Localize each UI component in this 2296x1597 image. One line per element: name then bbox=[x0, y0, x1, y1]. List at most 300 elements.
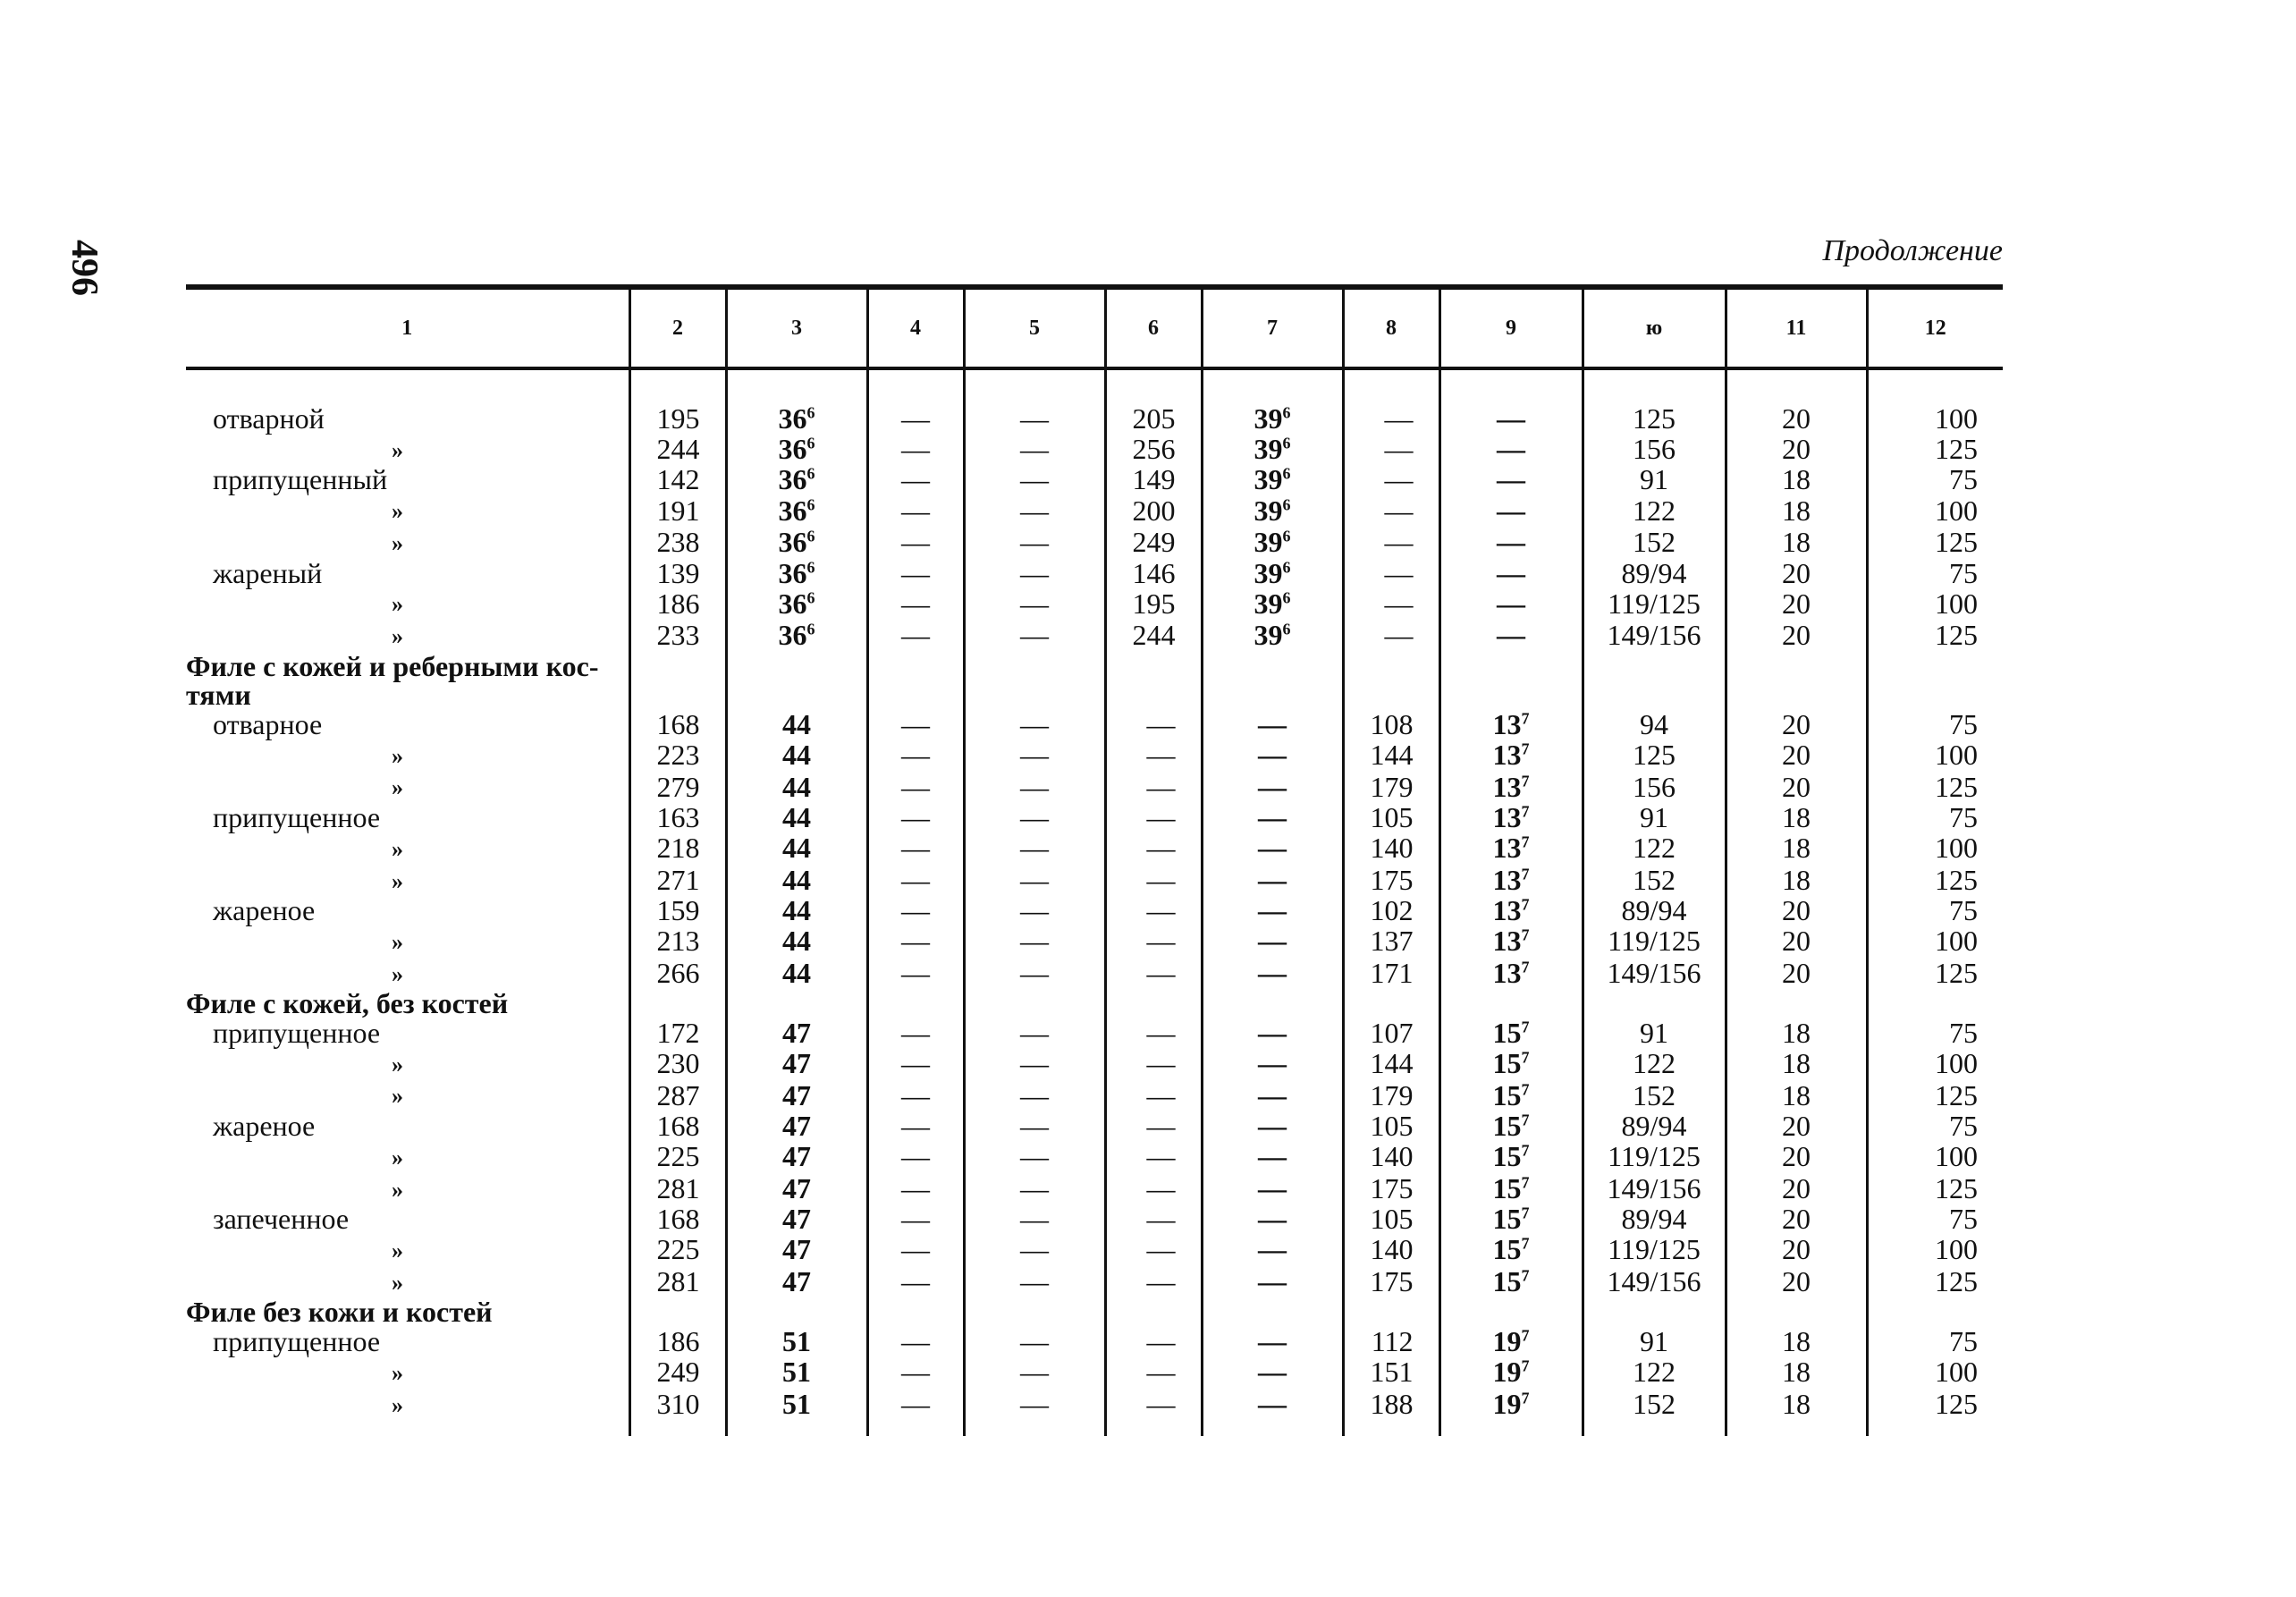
col-8-value-text: 144 bbox=[1370, 1047, 1414, 1080]
col-10-value bbox=[1583, 1173, 1726, 1205]
col-11-value bbox=[1726, 925, 1867, 958]
col-11-value-text: 20 bbox=[1782, 1233, 1811, 1266]
col-8-value-text: 140 bbox=[1370, 1140, 1414, 1173]
col-8-value bbox=[1343, 958, 1439, 990]
col-8-value bbox=[1343, 989, 1439, 1018]
col-3-value-text: 51 bbox=[782, 1325, 811, 1358]
page-number: 496 bbox=[63, 240, 105, 296]
col-12-value-text: 75 bbox=[1949, 894, 1978, 927]
col-4-value bbox=[867, 652, 964, 681]
col-3-value-superscript: 6 bbox=[806, 464, 815, 483]
col-4-value-text: — bbox=[901, 1356, 930, 1389]
col-4-value-text: — bbox=[901, 832, 930, 865]
col-2-value-text: 168 bbox=[656, 1110, 700, 1143]
col-7-value-text: 39 bbox=[1254, 494, 1283, 527]
row-name-cell bbox=[186, 527, 629, 559]
col-10-value bbox=[1583, 1266, 1726, 1298]
col-12-value-text: 125 bbox=[1935, 1265, 1978, 1298]
col-6-value bbox=[1105, 680, 1202, 710]
col-11-value bbox=[1726, 771, 1867, 803]
col-9-value-text: 15 bbox=[1492, 1172, 1522, 1205]
col-6-value-text: 200 bbox=[1132, 494, 1176, 527]
table-row bbox=[186, 803, 2003, 832]
col-9-value bbox=[1439, 771, 1583, 803]
col-6-value-text: 256 bbox=[1132, 433, 1176, 466]
col-3-value bbox=[726, 652, 867, 681]
col-8-value bbox=[1343, 1048, 1439, 1080]
spacer-cell bbox=[1105, 368, 1202, 404]
col-7-value-text: — bbox=[1258, 1388, 1287, 1420]
col-10-value-text: 119/125 bbox=[1608, 1233, 1701, 1266]
col-8-value-text: 107 bbox=[1370, 1017, 1414, 1050]
col-8-value-text: 108 bbox=[1370, 708, 1414, 741]
col-12-value bbox=[1867, 1327, 2003, 1356]
col-4-value-text: — bbox=[901, 1047, 930, 1080]
spacer-cell bbox=[1726, 368, 1867, 404]
col-10-value bbox=[1583, 1111, 1726, 1141]
col-10-value bbox=[1583, 803, 1726, 832]
col-6-value bbox=[1105, 1234, 1202, 1266]
category-name: Филе с кожей и реберными кос- bbox=[186, 649, 599, 682]
col-7-value-text: — bbox=[1258, 739, 1287, 772]
col-12-value bbox=[1867, 1389, 2003, 1437]
col-9-value bbox=[1439, 1079, 1583, 1111]
col-9-value-superscript: 7 bbox=[1521, 1018, 1530, 1036]
col-10-value-text: 91 bbox=[1640, 801, 1668, 834]
col-12-value bbox=[1867, 587, 2003, 620]
row-name-cell bbox=[186, 404, 629, 434]
col-3-value-text: 36 bbox=[778, 494, 807, 527]
col-6-value bbox=[1105, 1141, 1202, 1173]
col-7-value-text: — bbox=[1258, 1203, 1287, 1236]
col-5-value-text: — bbox=[1020, 1140, 1049, 1173]
col-6-value-text: 205 bbox=[1132, 402, 1176, 435]
col-5-value bbox=[964, 680, 1105, 710]
col-11-value-text: 20 bbox=[1782, 1203, 1811, 1236]
col-9-value bbox=[1439, 1266, 1583, 1298]
col-3-value-text: 47 bbox=[782, 1233, 811, 1266]
col-8-value bbox=[1343, 1141, 1439, 1173]
row-name-cell bbox=[186, 958, 629, 990]
col-2-value-text: 191 bbox=[656, 494, 700, 527]
col-8-value-text: — bbox=[1384, 402, 1414, 435]
col-9-value-text: — bbox=[1497, 463, 1525, 496]
col-8-value bbox=[1343, 803, 1439, 832]
col-9-value-superscript: 7 bbox=[1521, 772, 1530, 790]
col-9-value bbox=[1439, 680, 1583, 710]
row-name-cell bbox=[186, 1204, 629, 1234]
col-12-value-text: 100 bbox=[1935, 739, 1978, 772]
col-10-value bbox=[1583, 1048, 1726, 1080]
col-11-value bbox=[1726, 494, 1867, 527]
col-4-value bbox=[867, 587, 964, 620]
column-header-12: 12 bbox=[1867, 287, 2003, 368]
col-9-value bbox=[1439, 1234, 1583, 1266]
row-name-cell bbox=[186, 494, 629, 527]
col-7-value-text: 39 bbox=[1254, 526, 1283, 559]
row-name-cell bbox=[186, 556, 629, 589]
col-4-value bbox=[867, 680, 964, 710]
col-4-value-text: — bbox=[901, 1172, 930, 1205]
col-8-value-text: 137 bbox=[1370, 925, 1414, 958]
col-4-value bbox=[867, 739, 964, 772]
col-6-value bbox=[1105, 1389, 1202, 1437]
col-11-value bbox=[1726, 1266, 1867, 1298]
column-header-5: 5 bbox=[964, 287, 1105, 368]
col-9-value-text: — bbox=[1497, 526, 1525, 559]
col-8-value bbox=[1343, 434, 1439, 466]
col-7-value-text: — bbox=[1258, 1265, 1287, 1298]
col-7-value bbox=[1202, 1327, 1343, 1356]
col-11-value-text: 18 bbox=[1782, 801, 1811, 834]
col-3-value-text: 47 bbox=[782, 1017, 811, 1050]
col-3-value bbox=[726, 865, 867, 897]
table-row bbox=[186, 989, 2003, 1018]
row-name-cell bbox=[186, 1297, 629, 1327]
col-3-value-text: 44 bbox=[782, 894, 811, 927]
col-2-value bbox=[629, 1297, 726, 1327]
table-row bbox=[186, 494, 2003, 527]
col-12-value bbox=[1867, 958, 2003, 990]
col-9-value bbox=[1439, 1018, 1583, 1048]
col-9-value-text: 15 bbox=[1492, 1140, 1522, 1173]
col-9-value bbox=[1439, 620, 1583, 652]
col-12-value bbox=[1867, 1173, 2003, 1205]
col-10-value bbox=[1583, 404, 1726, 434]
col-3-value-text: 44 bbox=[782, 801, 811, 834]
col-4-value-text: — bbox=[901, 1140, 930, 1173]
col-4-value bbox=[867, 1266, 964, 1298]
col-4-value bbox=[867, 1141, 964, 1173]
col-11-value-text: 20 bbox=[1782, 770, 1811, 803]
col-7-value-text: — bbox=[1258, 1356, 1287, 1389]
col-6-value bbox=[1105, 896, 1202, 925]
col-9-value bbox=[1439, 465, 1583, 494]
col-11-value bbox=[1726, 1173, 1867, 1205]
col-6-value bbox=[1105, 958, 1202, 990]
col-3-value bbox=[726, 1079, 867, 1111]
col-5-value bbox=[964, 1079, 1105, 1111]
col-3-value bbox=[726, 1173, 867, 1205]
col-9-value-text: 13 bbox=[1492, 864, 1522, 897]
col-2-value-text: 244 bbox=[656, 433, 700, 466]
col-10-value bbox=[1583, 434, 1726, 466]
col-10-value bbox=[1583, 739, 1726, 772]
col-2-value-text: 230 bbox=[656, 1047, 700, 1080]
col-9-value bbox=[1439, 989, 1583, 1018]
col-4-value-text: — bbox=[901, 1110, 930, 1143]
table-row bbox=[186, 865, 2003, 897]
col-12-value-text: 125 bbox=[1935, 957, 1978, 990]
col-2-value bbox=[629, 1234, 726, 1266]
col-4-value bbox=[867, 1018, 964, 1048]
nutrition-table bbox=[186, 284, 2003, 1436]
col-11-value bbox=[1726, 434, 1867, 466]
col-6-value bbox=[1105, 1297, 1202, 1327]
col-6-value bbox=[1105, 465, 1202, 494]
col-9-value-superscript: 7 bbox=[1521, 709, 1530, 728]
col-8-value bbox=[1343, 620, 1439, 652]
col-4-value-text: — bbox=[901, 556, 930, 589]
col-6-value bbox=[1105, 404, 1202, 434]
col-7-value-superscript: 6 bbox=[1282, 403, 1291, 422]
col-12-value-text: 75 bbox=[1949, 463, 1978, 496]
col-4-value bbox=[867, 527, 964, 559]
col-7-value-text: — bbox=[1258, 1017, 1287, 1050]
col-6-value-text: 249 bbox=[1132, 526, 1176, 559]
table-row bbox=[186, 1356, 2003, 1389]
col-10-value-text: 122 bbox=[1633, 1047, 1676, 1080]
col-7-value-text: 39 bbox=[1254, 433, 1283, 466]
col-4-value bbox=[867, 958, 964, 990]
col-3-value bbox=[726, 803, 867, 832]
col-9-value-text: 19 bbox=[1492, 1356, 1522, 1389]
preparation-name: отварной bbox=[213, 402, 325, 435]
col-11-value-text: 20 bbox=[1782, 587, 1811, 620]
column-header-9: 9 bbox=[1439, 287, 1583, 368]
row-name-cell bbox=[186, 989, 629, 1018]
col-7-value bbox=[1202, 710, 1343, 739]
col-3-value bbox=[726, 1297, 867, 1327]
col-7-value-text: — bbox=[1258, 894, 1287, 927]
col-9-value-text: 19 bbox=[1492, 1388, 1522, 1420]
row-name-cell bbox=[186, 1266, 629, 1298]
col-4-value bbox=[867, 1079, 964, 1111]
col-6-value-text: — bbox=[1146, 1265, 1176, 1298]
col-9-value-text: 15 bbox=[1492, 1078, 1522, 1111]
col-3-value-text: 36 bbox=[778, 433, 807, 466]
preparation-name: припущенное bbox=[213, 801, 381, 834]
col-7-value-superscript: 6 bbox=[1282, 557, 1291, 576]
col-5-value-text: — bbox=[1020, 864, 1049, 897]
col-5-value bbox=[964, 465, 1105, 494]
col-3-value-text: 44 bbox=[782, 925, 811, 958]
col-2-value bbox=[629, 710, 726, 739]
col-5-value bbox=[964, 434, 1105, 466]
col-9-value-text: — bbox=[1497, 494, 1525, 527]
col-3-value-text: 44 bbox=[782, 832, 811, 865]
col-12-value-text: 75 bbox=[1949, 1110, 1978, 1143]
col-7-value bbox=[1202, 620, 1343, 652]
col-8-value-text: 105 bbox=[1370, 801, 1414, 834]
col-2-value-text: 287 bbox=[656, 1078, 700, 1111]
col-8-value bbox=[1343, 832, 1439, 865]
col-9-value-superscript: 7 bbox=[1521, 1234, 1530, 1253]
col-2-value bbox=[629, 771, 726, 803]
table-row bbox=[186, 434, 2003, 466]
col-11-value bbox=[1726, 1327, 1867, 1356]
col-3-value bbox=[726, 989, 867, 1018]
col-8-value bbox=[1343, 1389, 1439, 1437]
col-10-value-text: 89/94 bbox=[1621, 894, 1687, 927]
col-4-value bbox=[867, 556, 964, 589]
col-7-value-text: 39 bbox=[1254, 463, 1283, 496]
col-9-value-superscript: 7 bbox=[1521, 865, 1530, 883]
col-5-value bbox=[964, 1234, 1105, 1266]
col-10-value-text: 125 bbox=[1633, 402, 1676, 435]
col-12-value bbox=[1867, 1297, 2003, 1327]
col-9-value-text: 13 bbox=[1492, 801, 1522, 834]
ditto-mark: » bbox=[392, 774, 403, 801]
col-11-value bbox=[1726, 958, 1867, 990]
col-3-value bbox=[726, 925, 867, 958]
col-10-value bbox=[1583, 832, 1726, 865]
col-4-value bbox=[867, 925, 964, 958]
col-12-value-text: 75 bbox=[1949, 1325, 1978, 1358]
col-11-value bbox=[1726, 832, 1867, 865]
col-7-value bbox=[1202, 865, 1343, 897]
col-6-value bbox=[1105, 771, 1202, 803]
ditto-mark: » bbox=[392, 436, 403, 463]
col-11-value bbox=[1726, 1234, 1867, 1266]
ditto-mark: » bbox=[392, 835, 403, 862]
col-2-value bbox=[629, 680, 726, 710]
col-7-value bbox=[1202, 1204, 1343, 1234]
col-6-value bbox=[1105, 556, 1202, 589]
col-10-value bbox=[1583, 925, 1726, 958]
col-5-value bbox=[964, 587, 1105, 620]
col-9-value-superscript: 7 bbox=[1521, 1389, 1530, 1407]
row-name-cell bbox=[186, 739, 629, 772]
col-8-value-text: — bbox=[1384, 463, 1414, 496]
ditto-mark: » bbox=[392, 591, 403, 618]
col-2-value bbox=[629, 803, 726, 832]
col-5-value bbox=[964, 989, 1105, 1018]
col-10-value-text: 119/125 bbox=[1608, 587, 1701, 620]
col-9-value-superscript: 7 bbox=[1521, 1048, 1530, 1067]
col-3-value-text: 47 bbox=[782, 1140, 811, 1173]
col-7-value bbox=[1202, 556, 1343, 589]
col-7-value-superscript: 6 bbox=[1282, 434, 1291, 452]
col-4-value-text: — bbox=[901, 957, 930, 990]
col-5-value bbox=[964, 832, 1105, 865]
col-2-value-text: 159 bbox=[656, 894, 700, 927]
col-10-value-text: 91 bbox=[1640, 1325, 1668, 1358]
col-11-value-text: 20 bbox=[1782, 556, 1811, 589]
col-11-value-text: 18 bbox=[1782, 494, 1811, 527]
col-6-value bbox=[1105, 1266, 1202, 1298]
col-5-value-text: — bbox=[1020, 402, 1049, 435]
table-row bbox=[186, 587, 2003, 620]
col-3-value bbox=[726, 494, 867, 527]
header-row bbox=[186, 287, 2003, 368]
row-name-cell bbox=[186, 1389, 629, 1437]
col-6-value-text: — bbox=[1146, 1047, 1176, 1080]
col-12-value-text: 75 bbox=[1949, 1203, 1978, 1236]
col-12-value-text: 100 bbox=[1935, 1233, 1978, 1266]
col-5-value-text: — bbox=[1020, 526, 1049, 559]
col-5-value-text: — bbox=[1020, 832, 1049, 865]
table-row bbox=[186, 1266, 2003, 1298]
col-4-value bbox=[867, 404, 964, 434]
col-9-value-text: — bbox=[1497, 556, 1525, 589]
spacer-cell bbox=[1439, 368, 1583, 404]
col-5-value-text: — bbox=[1020, 1078, 1049, 1111]
col-7-value bbox=[1202, 1173, 1343, 1205]
col-4-value-text: — bbox=[901, 1388, 930, 1420]
col-5-value-text: — bbox=[1020, 708, 1049, 741]
spacer-row bbox=[186, 368, 2003, 404]
col-10-value-text: 94 bbox=[1640, 708, 1668, 741]
col-8-value-text: — bbox=[1384, 526, 1414, 559]
col-12-value bbox=[1867, 494, 2003, 527]
col-7-value bbox=[1202, 1111, 1343, 1141]
col-11-value bbox=[1726, 1079, 1867, 1111]
col-7-value bbox=[1202, 771, 1343, 803]
col-7-value bbox=[1202, 1079, 1343, 1111]
row-name-cell bbox=[186, 1173, 629, 1205]
col-4-value-text: — bbox=[901, 526, 930, 559]
col-7-value-text: — bbox=[1258, 1078, 1287, 1111]
col-7-value bbox=[1202, 1389, 1343, 1437]
col-9-value-superscript: 7 bbox=[1521, 895, 1530, 914]
ditto-mark: » bbox=[392, 928, 403, 955]
col-12-value bbox=[1867, 556, 2003, 589]
col-3-value-superscript: 6 bbox=[806, 403, 815, 422]
col-8-value bbox=[1343, 465, 1439, 494]
col-10-value-text: 89/94 bbox=[1621, 556, 1687, 589]
col-11-value bbox=[1726, 556, 1867, 589]
col-8-value-text: — bbox=[1384, 556, 1414, 589]
col-2-value-text: 249 bbox=[656, 1356, 700, 1389]
col-4-value-text: — bbox=[901, 402, 930, 435]
col-9-value-text: 15 bbox=[1492, 1047, 1522, 1080]
col-7-value bbox=[1202, 527, 1343, 559]
col-12-value bbox=[1867, 652, 2003, 681]
col-2-value-text: 266 bbox=[656, 957, 700, 990]
col-4-value-text: — bbox=[901, 494, 930, 527]
col-10-value-text: 149/156 bbox=[1607, 1265, 1701, 1298]
col-5-value-text: — bbox=[1020, 463, 1049, 496]
col-7-value-text: — bbox=[1258, 832, 1287, 865]
col-6-value-text: — bbox=[1146, 1233, 1176, 1266]
row-name-cell bbox=[186, 896, 629, 925]
col-3-value bbox=[726, 1234, 867, 1266]
col-4-value bbox=[867, 989, 964, 1018]
col-11-value-text: 18 bbox=[1782, 832, 1811, 865]
col-2-value bbox=[629, 404, 726, 434]
col-9-value-text: 13 bbox=[1492, 894, 1522, 927]
col-8-value-text: — bbox=[1384, 619, 1414, 652]
col-7-value-text: 39 bbox=[1254, 587, 1283, 620]
col-6-value-text: — bbox=[1146, 801, 1176, 834]
col-9-value-text: 13 bbox=[1492, 770, 1522, 803]
col-6-value bbox=[1105, 832, 1202, 865]
ditto-mark: » bbox=[392, 1391, 403, 1418]
col-2-value-text: 281 bbox=[656, 1172, 700, 1205]
col-7-value-text: — bbox=[1258, 708, 1287, 741]
col-4-value bbox=[867, 832, 964, 865]
col-9-value bbox=[1439, 527, 1583, 559]
category-name: Филе с кожей, без костей bbox=[186, 987, 509, 1020]
col-4-value-text: — bbox=[901, 894, 930, 927]
col-3-value bbox=[726, 620, 867, 652]
col-6-value-text: 146 bbox=[1132, 556, 1176, 589]
col-3-value bbox=[726, 710, 867, 739]
col-5-value bbox=[964, 1018, 1105, 1048]
col-8-value-text: 175 bbox=[1370, 864, 1414, 897]
col-5-value-text: — bbox=[1020, 894, 1049, 927]
col-8-value bbox=[1343, 1111, 1439, 1141]
spacer-cell bbox=[867, 368, 964, 404]
col-5-value-text: — bbox=[1020, 433, 1049, 466]
col-7-value bbox=[1202, 958, 1343, 990]
col-4-value bbox=[867, 1356, 964, 1389]
col-11-value bbox=[1726, 739, 1867, 772]
col-12-value-text: 100 bbox=[1935, 925, 1978, 958]
col-8-value bbox=[1343, 925, 1439, 958]
col-3-value-text: 36 bbox=[778, 556, 807, 589]
